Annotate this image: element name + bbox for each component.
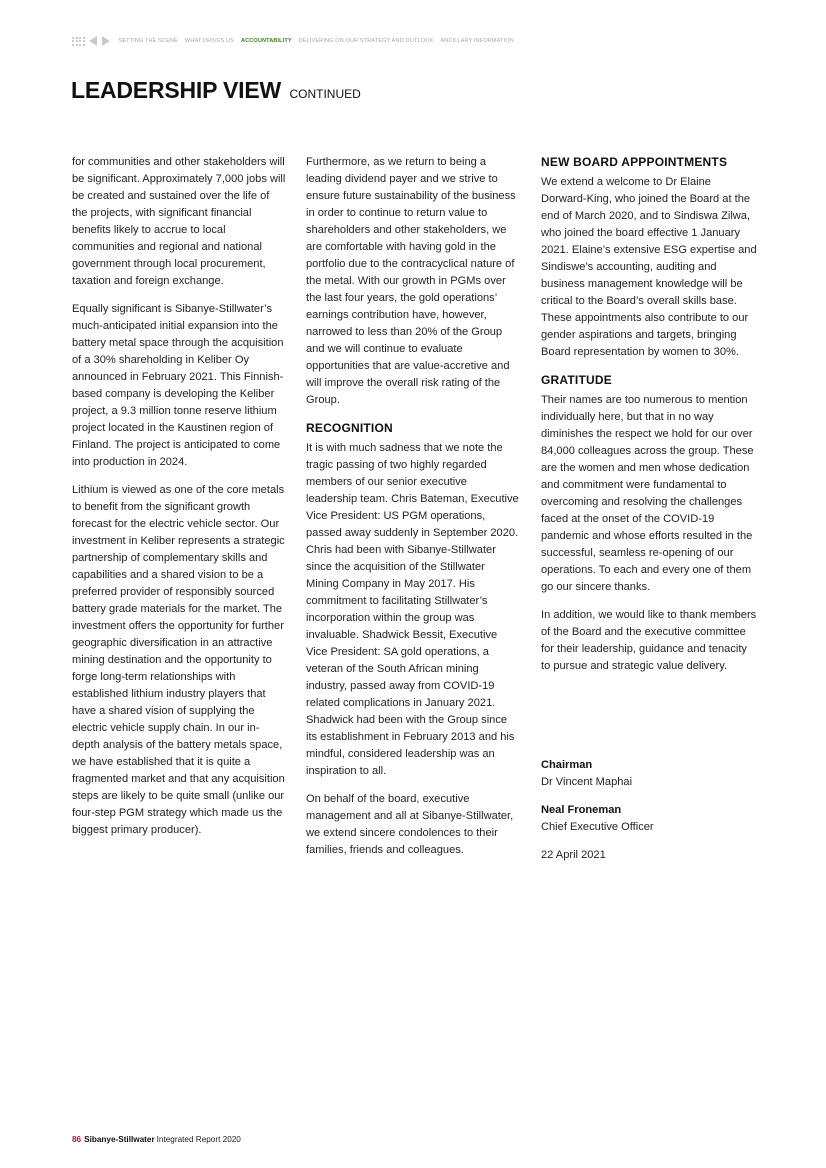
col3-paragraph-1: We extend a welcome to Dr Elaine Dorward-King, who joined the Board at the end of March 2020, and to Sindiswa Zilwa, who joined the board effective 1 January 2021. Elaine’s extensive ESG expertise and Sindiswe’s accounting, auditing and business management knowledge will be critical to the Board’s overall skills base. These appointments also contribute to our gender aspirations and targets, bringing Board representation by women to 30%. <box>541 176 757 358</box>
signoff-date: 22 April 2021 <box>541 849 606 861</box>
chairman-name: Dr Vincent Maphai <box>541 776 633 788</box>
nav-ancillary-information[interactable]: ANCILLARY INFORMATION <box>440 38 514 44</box>
nav-setting-the-scene[interactable]: SETTING THE SCENE <box>118 38 178 44</box>
nav-accountability[interactable]: ACCOUNTABILITY <box>240 38 292 44</box>
footer-report-title: Integrated Report 2020 <box>156 1135 241 1144</box>
prev-page-icon[interactable] <box>89 36 97 46</box>
top-navigation <box>72 34 521 48</box>
gratitude-heading: GRATITUDE <box>541 373 612 387</box>
next-page-icon[interactable] <box>102 36 110 46</box>
nav-delivering-on-strategy[interactable]: DELIVERING ON OUR STRATEGY AND OUTLOOK <box>298 38 434 44</box>
signoff <box>541 757 654 875</box>
ceo-role: Chief Executive Officer <box>541 821 654 833</box>
col1-paragraph-2: Equally significant is Sibanye-Stillwater’s much-anticipated initial expansion into the battery metal space through the acquisition of a 30% shareholding in Keliber Oy announced in February 2021. This Finnish-based company is developing the Keliber project, a 9.3 million tonne reserve lithium project located in the Kaustinen region of Finland. The project is anticipated to come into production in 2024. <box>72 303 284 468</box>
page-footer <box>72 1134 241 1146</box>
column-1 <box>72 154 286 850</box>
nav-what-drives-us[interactable]: WHAT DRIVES US <box>184 38 234 44</box>
col2-paragraph-3: On behalf of the board, executive management and all at Sibanye-Stillwater, we extend sincere condolences to their families, friends and colleagues. <box>306 793 514 856</box>
signoff-chairman <box>541 757 654 791</box>
ceo-name: Neal Froneman <box>541 804 622 816</box>
column-3 <box>541 154 757 686</box>
recognition-heading: RECOGNITION <box>306 421 393 435</box>
page-title-main: LEADERSHIP VIEW <box>71 77 281 103</box>
column-2 <box>306 154 520 870</box>
col2-paragraph-1: Furthermore, as we return to being a leading dividend payer and we strive to ensure future sustainability of the business in order to continue to return value to shareholders and other stakeholders, we are comfortable with having gold in the portfolio due to the contracyclical nature of the metal. With our growth in PGMs over the last four years, the gold operations’ earnings contribution have, however, narrowed to less than 20% of the Group and we will continue to evaluate opportunities that are value-accretive and will improve the overall risk rating of the Group. <box>306 156 516 406</box>
signoff-ceo <box>541 802 654 836</box>
col1-paragraph-3: Lithium is viewed as one of the core metals to benefit from the significant growth forecast for the electric vehicle sector. Our investment in Keliber represents a strategic partnership of complementary skills and capabilities and a shared vision to be a preferred provider of responsibly sourced battery grade materials for the market. The investment offers the opportunity for further geographic diversification in an attractive mining destination and the opportunity to forge long-term relationships with established lithium industry players that have a shared vision of supplying the electric vehicle supply chain. In our in-depth analysis of the battery metals space, we have established that it is quite a fragmented market and that any acquisition steps are likely to be quite small (unlike our four-step PGM strategy which made us the biggest primary producer). <box>72 484 285 836</box>
col3-paragraph-2: Their names are too numerous to mention individually here, but that in no way diminishes the respect we hold for our over 84,000 colleagues across the group. These are the women and men whose dedication and commitment were fundamental to overcoming and resolving the challenges faced at the onset of the COVID-19 pandemic and whose efforts resulted in the successful, seamless re-opening of our operations. To each and every one of them go our sincere thanks. <box>541 394 754 593</box>
col3-paragraph-3: In addition, we would like to thank members of the Board and the executive committee for their leadership, guidance and tenacity to pursue and strategic value delivery. <box>541 609 757 672</box>
page-number: 86 <box>72 1135 82 1144</box>
board-appointments-heading: NEW BOARD APPPOINTMENTS <box>541 155 728 169</box>
footer-company: Sibanye-Stillwater <box>84 1135 155 1144</box>
col2-paragraph-2: It is with much sadness that we note the tragic passing of two highly regarded members of our senior executive leadership team. Chris Bateman, Executive Vice President: US PGM operations, passed away suddenly in September 2020. Chris had been with Sibanye-Stillwater since the acquisition of the Stillwater Mining Company in May 2017. His commitment to facilitating Stillwater’s incorporation within the group was invaluable. Shadwick Bessit, Executive Vice President: SA gold operations, a veteran of the South African mining industry, passed away from COVID-19 related complications in January 2021. Shadwick had been with the Group since its establishment in February 2013 and his mindful, considered leadership was an inspiration to all. <box>306 442 519 777</box>
col1-paragraph-1: for communities and other stakeholders will be significant. Approximately 7,000 jobs will be created and sustained over the life of the projects, with significant financial benefits likely to accrue to local communities and regional and national government through local procurement, taxation and foreign exchange. <box>72 156 286 287</box>
page-title <box>71 76 361 108</box>
chairman-role: Chairman <box>541 759 593 771</box>
grid-menu-icon[interactable] <box>72 37 85 46</box>
page-title-subtitle: CONTINUED <box>289 87 361 101</box>
